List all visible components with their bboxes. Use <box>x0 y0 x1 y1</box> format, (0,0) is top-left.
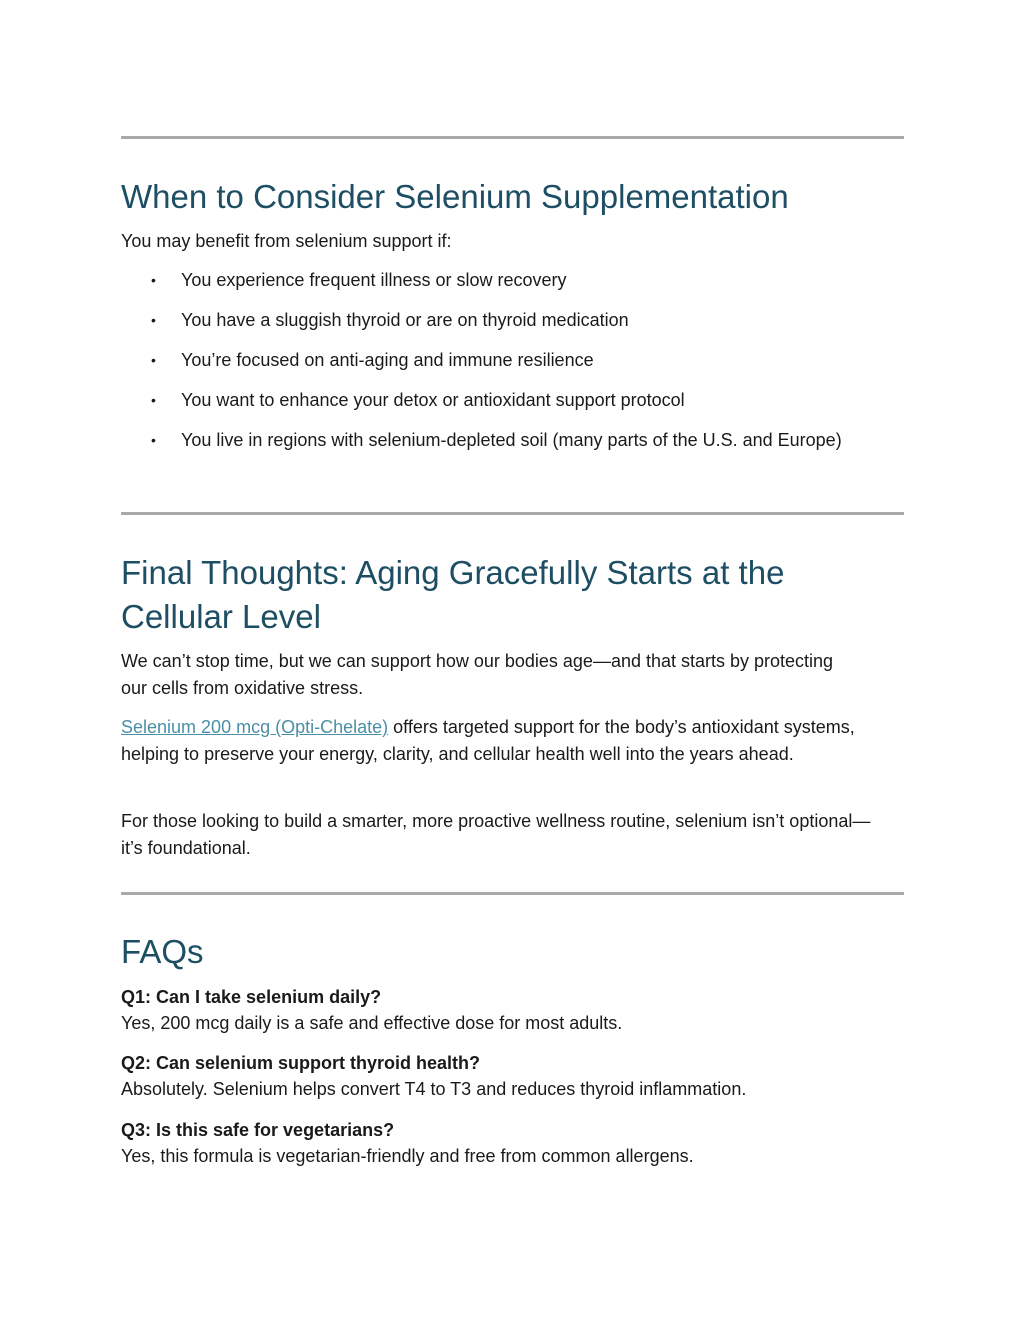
paragraph-text: offers targeted support for the body’s antioxidant systems, helping to preserve your energy, clarity, and cellular health well into the years ahead. <box>121 717 855 764</box>
section-heading: When to Consider Selenium Supplementation <box>121 178 789 215</box>
bullet-icon: • <box>151 352 156 368</box>
bullet-icon: • <box>151 432 156 448</box>
list-item-text: You experience frequent illness or slow recovery <box>181 270 567 290</box>
list-item <box>121 387 904 414</box>
faq-item <box>121 1117 904 1169</box>
product-link[interactable]: Selenium 200 mcg (Opti-Chelate) <box>121 717 389 737</box>
faq-answer: Absolutely. Selenium helps convert T4 to T3 and reduces thyroid inflammation. <box>121 1079 747 1099</box>
paragraph: We can’t stop time, but we can support how our bodies age—and that starts by protecting our cells from oxidative stress. <box>121 651 834 698</box>
faq-question: Q3: Is this safe for vegetarians? <box>121 1120 395 1140</box>
list-item-text: You live in regions with selenium-depleted soil (many parts of the U.S. and Europe) <box>181 430 842 450</box>
list-item <box>121 427 871 454</box>
faq-question: Q2: Can selenium support thyroid health? <box>121 1053 481 1073</box>
section-heading: Final Thoughts: Aging Gracefully Starts at the Cellular Level <box>121 554 785 635</box>
list-item-text: You’re focused on anti-aging and immune resilience <box>181 350 594 370</box>
faq-answer: Yes, this formula is vegetarian-friendly and free from common allergens. <box>121 1146 694 1166</box>
faq-item <box>121 1050 904 1102</box>
paragraph: For those looking to build a smarter, more proactive wellness routine, selenium isn’t optional—it’s foundational. <box>121 811 871 858</box>
list-item-text: You have a sluggish thyroid or are on thyroid medication <box>181 310 629 330</box>
section-divider <box>121 512 904 515</box>
list-item <box>121 267 904 294</box>
list-item <box>121 347 904 374</box>
bullet-icon: • <box>151 312 156 328</box>
bullet-icon: • <box>151 272 156 288</box>
faq-answer: Yes, 200 mcg daily is a safe and effective dose for most adults. <box>121 1013 623 1033</box>
faq-item <box>121 984 904 1036</box>
section-divider <box>121 892 904 895</box>
faq-question: Q1: Can I take selenium daily? <box>121 987 382 1007</box>
bullet-icon: • <box>151 392 156 408</box>
section-heading: FAQs <box>121 933 204 970</box>
section-divider <box>121 136 904 139</box>
list-item <box>121 307 904 334</box>
section-intro: You may benefit from selenium support if: <box>121 231 452 251</box>
paragraph <box>121 714 904 768</box>
list-item-text: You want to enhance your detox or antioxidant support protocol <box>181 390 685 410</box>
benefit-list <box>121 267 904 454</box>
